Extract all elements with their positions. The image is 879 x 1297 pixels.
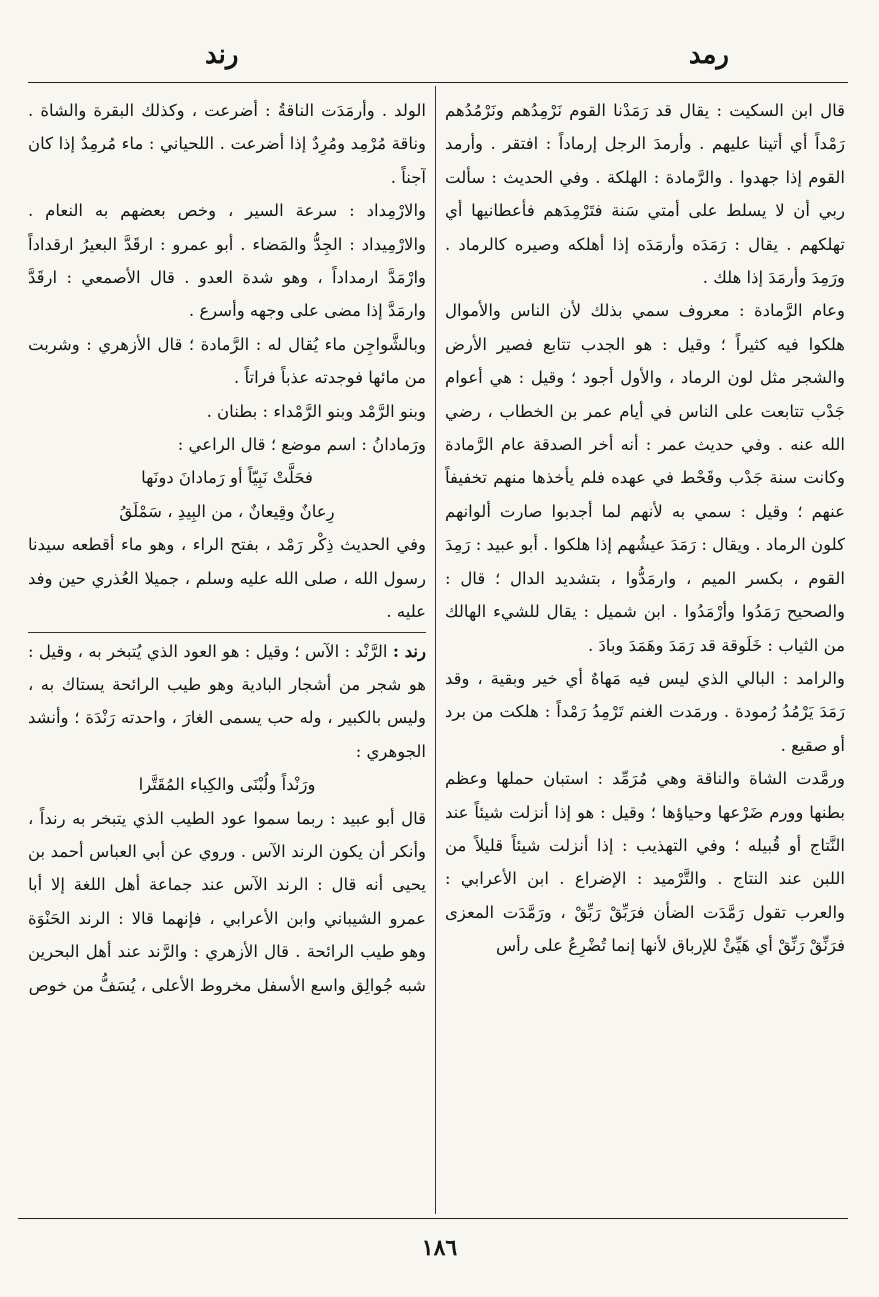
entry-text: الرَّنْد : الآس ؛ وقيل : هو العود الذي يُتبخر به ، وقيل : هو شجر من أشجار البادية وهو طيب الرائحة يستاك به ، وليس بالكبير ، وله حب يسمى الغارَ ، واحدته رَنْدَة ؛ وأنشد الجوهري :: [28, 641, 426, 761]
page-number: ١٨٦: [421, 1235, 458, 1261]
paragraph: ورَمادانُ : اسم موضع ؛ قال الراعي :: [177, 435, 426, 455]
entry-paragraph: [28, 635, 426, 769]
verse-line: فحَلَّتْ نَبِيّاً أو رَمادانَ دونَها: [141, 468, 313, 488]
verse-line: رِعانٌ وقِيعانٌ ، من البِيدِ ، سَمْلَقُ: [119, 501, 335, 521]
left-column: [28, 94, 426, 1212]
top-rule: [28, 82, 848, 83]
paragraph: ورمَّدت الشاة والناقة وهي مُرَمِّد : استبان حملها وعظم بطنها وورم ضَرْعها وحياؤها ؛ وقيل : هو إذا أنزلت شيئاً عند النَّتاج أو قُبيله ؛ وفي التهذيب : إذا أنزلت شيئاً قليلاً من اللبن عند النتاج . والتَّرْميد : الإضراع . ابن الأعرابي : والعرب تقول رَمَّدَت الضأن فرَبِّقْ رَبِّقْ ، ورَمَّدَت المعزى فرَنِّقْ رَنِّقْ أي هَيِّئْ للإرباق لأنها إنما تُضْرِعُ على رأس: [445, 769, 845, 956]
running-head-right: رمد: [688, 40, 729, 70]
paragraph: والارْمِداد : سرعة السير ، وخص بعضهم به النعام . والارْمِيداد : الجِدُّ والمَضاء . أبو عمرو : ارقَدَّ البعيرُ ارقداداً وارْمَدَّ ارمداداً ، وهو شدة العدو . قال الأصمعي : ارقَدَّ وارمَدَّ إذا مضى على وجهه وأسرع .: [28, 201, 426, 321]
verse-line: ورَنْداً ولُبْنَى والكِباء المُقَتَّرا: [138, 775, 316, 795]
right-column: [445, 94, 845, 1212]
bottom-rule: [18, 1218, 848, 1219]
paragraph: وبنو الرَّمْد وبنو الرَّمْداء : بطنان .: [206, 401, 426, 421]
paragraph: وبالشَّواجِن ماء يُقال له : الرَّمادة ؛ قال الأزهري : وشربت من مائها فوجدته عذباً فراتاً .: [28, 334, 426, 388]
running-head-left: رند: [205, 40, 239, 70]
paragraph: وعام الرَّمادة : معروف سمي بذلك لأن الناس والأموال هلكوا فيه كثيراً ؛ وقيل : هو الجدب تتابع فصير الأرض والشجر مثل لون الرماد ، والأول أجود ؛ وقيل : هي أعوام جَدْب تتابعت على الناس في أيام عمر بن الخطاب ، رضي الله عنه . وفي حديث عمر : أنه أخر الصدقة عام الرَّمادة وكانت سنة جَدْب وقَحْط في عهده فلم يأخذها منهم تخفيفاً عنهم ؛ وقيل : سمي به لأنهم لما أجدبوا صارت ألوانهم كلون الرماد . ويقال : رَمَدَ عيشُهم إذا هلكوا . أبو عبيد : رَمِدَ القوم ، بكسر الميم ، وارمَدُّوا ، بتشديد الدال ؛ قال : والصحيح رَمَدُوا وأرْمَدُوا . ابن شميل : يقال للشيء الهالك من الثياب : خَلَوقة قد رَمَدَ وهَمَدَ وبادَ .: [445, 301, 845, 655]
paragraph: قال أبو عبيد : ربما سموا عود الطيب الذي يتبخر به رنداً ، وأنكر أن يكون الرند الآس . وروي عن أبي العباس أحمد بن يحيى أنه قال : الرند الآس عند جماعة أهل اللغة إلا أبا عمرو الشيباني وابن الأعرابي ، فإنهما قالا : الرند الحَنْوَة وهو طيب الرائحة . قال الأزهري : والرَّند عند أهل البحرين شبه جُوالِق واسع الأسفل مخروط الأعلى ، يُسَفُّ من خوص: [28, 808, 426, 995]
paragraph: قال ابن السكيت : يقال قد رَمَدْنا القوم نَرْمِدُهم ونَرْمُدُهم رَمْداً أي أتينا عليهم . وأرمدَ الرجل إرماداً : افتقر . وأرمد القوم إذا جهدوا . والرَّمادة : الهلكة . وفي الحديث : سألت ربي أن لا يسلط على أمتي سَنة فتَرْمِدَهم فأعطانيها أي تهلكهم . يقال : رَمَدَه وأرمَدَه إذا أهلكه وصيره كالرماد . ورَمِدَ وأرمَدَ إذا هلك .: [445, 101, 845, 288]
entry-separator: [28, 632, 426, 633]
entry-headword: رند :: [392, 641, 426, 661]
paragraph: وفي الحديث ذِكْر رَمْد ، بفتح الراء ، وهو ماء أقطعه سيدنا رسول الله ، صلى الله عليه وسلم ، جميلا العُذري حين وفد عليه .: [28, 535, 426, 622]
column-divider: [435, 86, 436, 1214]
paragraph: والرامد : البالي الذي ليس فيه مَهاهٌ أي خير وبقية ، وقد رَمَدَ يَرْمُدُ رُمودة . ورمَدت الغنم تَرْمِدُ رَمْداً : هلكت من برد أو صقيع .: [445, 668, 845, 755]
paragraph: الولد . وأرمَدَت الناقةُ : أضرعت ، وكذلك البقرة والشاة . وناقة مُرْمِد ومُرِدٌ إذا أضرعت . اللحياني : ماء مُرمِدٌ إذا كان آجناً .: [28, 101, 426, 187]
